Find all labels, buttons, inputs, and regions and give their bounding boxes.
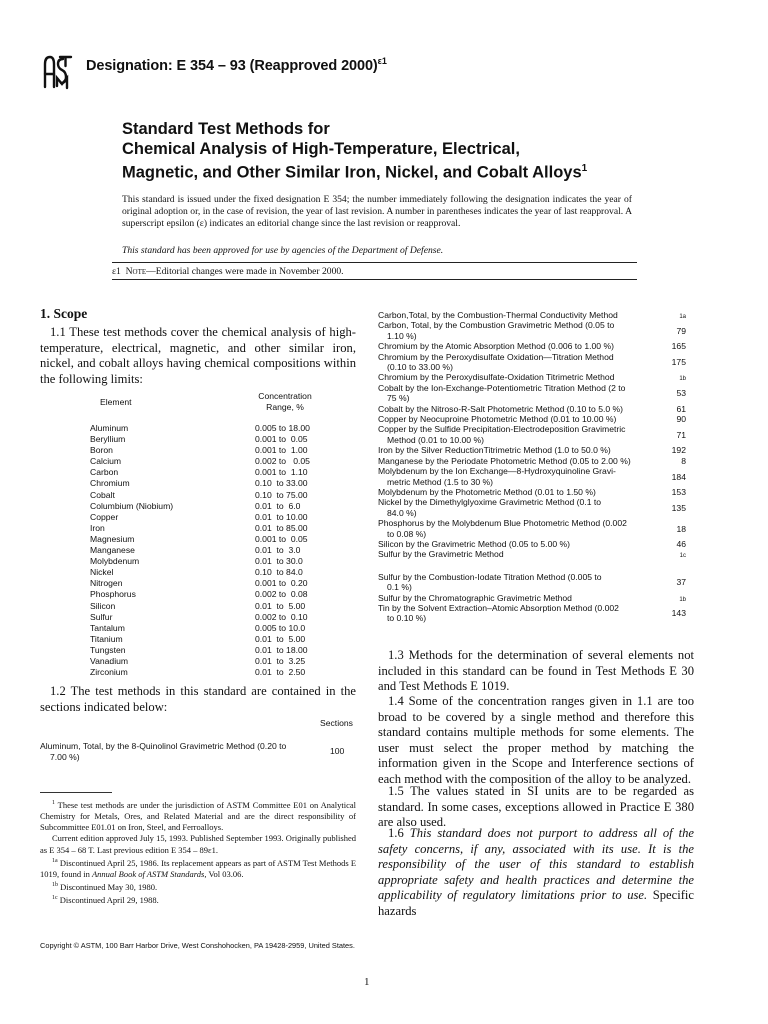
- method-section-number: 46: [676, 538, 686, 549]
- method-title: Chromium by the Peroxydisulfate Oxidation—Titration Method: [378, 351, 614, 362]
- paragraph-1-1: 1.1 These test methods cover the chemical analysis of high-temperature, electrical, magnetic, and other similar iron, nickel, and cobalt alloys having chemical compositions within the following limits:: [40, 325, 356, 386]
- divider: [112, 279, 637, 280]
- method-row: [378, 456, 686, 466]
- paragraph-1-5: 1.5 The values stated in SI units are to be regarded as standard. In some cases, exceptions allowed in Practice E 380 are also used.: [378, 784, 694, 830]
- method-row: [378, 497, 686, 518]
- method-section-number: 192: [671, 445, 686, 456]
- method-title: Chromium by the Atomic Absorption Method (0.006 to 1.00 %): [378, 341, 614, 352]
- method-title: Chromium by the Peroxydisulfate-Oxidation Titrimetric Method: [378, 372, 615, 383]
- element-name: Titanium: [90, 633, 123, 644]
- element-name: Vanadium: [90, 655, 129, 666]
- method-title: Nickel by the Dimethylglyoxime Gravimetric Method (0.1 to: [378, 497, 602, 508]
- method-title-continued: to 0.08 %): [387, 528, 427, 539]
- element-name: Cobalt: [90, 489, 115, 500]
- method-title-continued: 75 %): [387, 393, 410, 404]
- editorial-note: ε1 Note—Editorial changes were made in November 2000.: [112, 266, 344, 277]
- method-section-number: 1b: [679, 596, 686, 603]
- method-title: Silicon by the Gravimetric Method (0.05 to 5.00 %): [378, 538, 571, 549]
- paragraph-1-6: 1.6 This standard does not purport to address all of the safety concerns, if any, associated with its use. It is the responsibility of the user of this standard to establish appropriate safety and health practices and determine the applicability of regulatory limitations prior to use. Specific hazards: [378, 826, 694, 918]
- footnote-current-edition: Current edition approved July 15, 1993. Published September 1993. Originally published as E 354 – 68 T. Last previous edition E 354 – 89ε1.: [40, 833, 356, 855]
- section-heading-scope: 1. Scope: [40, 306, 88, 321]
- element-name: Nitrogen: [90, 578, 123, 589]
- method-title: Carbon, Total, by the Combustion Gravimetric Method (0.05 to: [378, 320, 615, 331]
- concentration-range: 0.01 to 10.00: [255, 511, 308, 522]
- method-title: Copper by Neocuproine Photometric Method (0.01 to 10.00 %): [378, 414, 617, 425]
- concentration-range: 0.001 to 0.05: [255, 533, 308, 544]
- element-name: Iron: [90, 522, 105, 533]
- method-title: Sulfur by the Gravimetric Method: [378, 549, 504, 560]
- method-row: [378, 404, 686, 414]
- paragraph-1-3: 1.3 Methods for the determination of several elements not included in this standard can be found in Test Methods E 30 and Test Methods E 1019.: [378, 648, 694, 694]
- method-title: Cobalt by the Ion-Exchange-Potentiometric Titration Method (2 to: [378, 382, 626, 393]
- method-section-number: 153: [671, 486, 686, 497]
- method-row: [378, 603, 686, 624]
- method-row: [378, 372, 686, 382]
- method-section-number: 184: [671, 471, 686, 482]
- element-name: Chromium: [90, 478, 130, 489]
- method-section-number: 135: [671, 502, 686, 513]
- concentration-range: 0.01 to 5.00: [255, 633, 306, 644]
- method-title-continued: Method (0.01 to 10.00 %): [387, 434, 484, 445]
- method-title: Copper by the Sulfide Precipitation-Electrodeposition Gravimetric: [378, 424, 626, 435]
- element-name: Nickel: [90, 567, 114, 578]
- method-section-number: 1c: [679, 553, 686, 560]
- concentration-range: 0.001 to 1.10: [255, 467, 308, 478]
- method-title: Iron by the Silver ReductionTitrimetric Method (1.0 to 50.0 %): [378, 445, 611, 456]
- method-row: [378, 549, 686, 559]
- element-name: Aluminum: [90, 423, 129, 433]
- astm-logo-icon: [40, 54, 74, 90]
- element-name: Sulfur: [90, 611, 113, 622]
- element-name: Columbium (Niobium): [90, 500, 174, 511]
- method-title-continued: 1.10 %): [387, 330, 417, 341]
- concentration-range: 0.001 to 0.05: [255, 434, 308, 445]
- concentration-range: 0.001 to 0.20: [255, 578, 308, 589]
- concentration-range: 0.002 to 0.10: [255, 611, 308, 622]
- method-row: [378, 310, 686, 320]
- concentration-range: 0.01 to 6.0: [255, 500, 301, 511]
- concentration-range: 0.01 to 2.50: [255, 667, 306, 678]
- concentration-range: 0.001 to 1.00: [255, 445, 308, 456]
- element-name: Phosphorus: [90, 589, 136, 600]
- method-title: Tin by the Solvent Extraction–Atomic Absorption Method (0.002: [378, 602, 619, 613]
- method-title: Phosphorus by the Molybdenum Blue Photometric Method (0.002: [378, 518, 627, 529]
- copyright-notice: Copyright © ASTM, 100 Barr Harbor Drive, West Conshohocken, PA 19428-2959, United States.: [40, 941, 355, 950]
- concentration-range: 0.002 to 0.08: [255, 589, 308, 600]
- element-name: Boron: [90, 445, 113, 456]
- method-row: [378, 518, 686, 539]
- method-title-continued: 0.1 %): [387, 582, 412, 593]
- methods-list: [378, 310, 686, 624]
- method-section-number: 79: [676, 325, 686, 336]
- method-row: [378, 320, 686, 341]
- method-title: Molybdenum by the Ion Exchange—8-Hydroxyquinoline Gravi-: [378, 466, 616, 477]
- table-header-concentration: Concentration Range, %: [258, 391, 312, 412]
- concentration-range: 0.10 to 33.00: [255, 478, 308, 489]
- element-name: Beryllium: [90, 434, 126, 445]
- method-section-number: 90: [676, 414, 686, 425]
- method-section-number: 61: [676, 403, 686, 414]
- paragraph-1-2: 1.2 The test methods in this standard are contained in the sections indicated below:: [40, 684, 356, 714]
- element-name: Carbon: [90, 467, 119, 478]
- footnote-divider: [40, 792, 112, 793]
- element-name: Silicon: [90, 600, 116, 611]
- concentration-range: 0.005 to 18.00: [255, 423, 310, 433]
- method-row: [378, 424, 686, 445]
- footnote-1a: $^{1a}$ Discontinued April 25, 1986. Its replacement appears as part of ASTM Test Methods E 1019, found in Annual Book of ASTM Standards, Vol 03.06.: [40, 857, 357, 879]
- concentration-range: 0.01 to 18.00: [255, 644, 308, 655]
- paragraph-1-4: 1.4 Some of the concentration ranges given in 1.1 are too broad to be covered by a single method and therefore this standard contains multiple methods for some elements. The user must select the proper method by matching the information given in the Scope and Interference sections of each method with the composition of the alloy to be analyzed.: [378, 694, 694, 786]
- method-title: Sulfur by the Chromatographic Gravimetric Method: [378, 592, 572, 603]
- method-title: Cobalt by the Nitroso-R-Salt Photometric Method (0.10 to 5.0 %): [378, 403, 624, 414]
- concentration-range: 0.01 to 85.00: [255, 522, 308, 533]
- method-row: [378, 445, 686, 455]
- page-number: 1: [364, 976, 370, 988]
- concentration-range: 0.01 to 3.0: [255, 545, 301, 556]
- footnote-1b: $^{1b}$ Discontinued May 30, 1980.: [52, 881, 158, 892]
- method-section-number: 8: [681, 455, 686, 466]
- element-name: Tantalum: [90, 622, 125, 633]
- element-name: Zirconium: [90, 667, 128, 678]
- method-row: [378, 539, 686, 549]
- concentration-range: 0.01 to 30.0: [255, 556, 303, 567]
- sections-column-header: Sections: [320, 718, 353, 728]
- method-row: [378, 593, 686, 603]
- element-name: Copper: [90, 511, 119, 522]
- element-name: Magnesium: [90, 533, 135, 544]
- method-section-number: 53: [676, 388, 686, 399]
- method-row: Aluminum, Total, by the 8-Quinolinol Gravimetric Method (0.20 to 7.00 %) 100: [40, 741, 345, 762]
- method-row: [378, 572, 686, 593]
- element-name: Tungsten: [90, 644, 126, 655]
- designation-heading: Designation: E 354 – 93 (Reapproved 2000)$^{\varepsilon 1}$: [86, 56, 387, 74]
- concentration-range: 0.01 to 5.00: [255, 600, 306, 611]
- element-name: Calcium: [90, 456, 122, 467]
- footnote-1: $^1$ These test methods are under the jurisdiction of ASTM Committee E01 on Analytical Chemistry for Metals, Ores, and Related Material and are the direct responsibility of Subcommittee E01.01 on Iron, Steel, and Ferroalloys.: [40, 799, 356, 833]
- method-section-number: 71: [676, 429, 686, 440]
- method-title-continued: metric Method (1.5 to 30 %): [387, 476, 494, 487]
- concentration-range: 0.002 to 0.05: [255, 456, 310, 467]
- method-row: [378, 466, 686, 487]
- method-title: Sulfur by the Combustion-Iodate Titration Method (0.005 to: [378, 571, 602, 582]
- method-row: [378, 383, 686, 404]
- divider: [112, 262, 637, 263]
- method-section-number: 1a: [679, 314, 686, 320]
- method-section-number: 165: [671, 341, 686, 352]
- concentration-range: 0.10 to 75.00: [255, 489, 308, 500]
- concentration-range: 0.01 to 3.25: [255, 655, 306, 666]
- footnotes: [40, 798, 356, 906]
- concentration-range: 0.005 to 10.0: [255, 622, 306, 633]
- method-title: Molybdenum by the Photometric Method (0.01 to 1.50 %): [378, 486, 596, 497]
- method-title-continued: 84.0 %): [387, 507, 417, 518]
- method-title-continued: to 0.10 %): [387, 613, 427, 624]
- method-section-number: 18: [676, 523, 686, 534]
- method-row: [378, 341, 686, 351]
- element-name: Manganese: [90, 545, 135, 556]
- method-section-number: 175: [671, 356, 686, 367]
- method-section-number: 1b: [679, 376, 686, 383]
- concentration-range: 0.10 to 84.0: [255, 567, 303, 578]
- method-section-number: 143: [671, 608, 686, 619]
- element-list: [90, 423, 173, 678]
- dod-approval-statement: This standard has been approved for use by agencies of the Department of Defense.: [122, 245, 444, 256]
- issue-statement: This standard is issued under the fixed designation E 354; the number immediately following the designation indicates the year of original adoption or, in the case of revision, the year of last revision. A number in parentheses indicates the year of last reapproval. A superscript epsilon (ε) indicates an editorial change since the last revision or reapproval.: [122, 194, 632, 230]
- footnote-1c: $^{1c}$ Discontinued April 29, 1988.: [52, 894, 159, 905]
- method-section-number: 100: [330, 746, 345, 756]
- method-title: Manganese by the Periodate Photometric Method (0.05 to 2.00 %): [378, 455, 631, 466]
- element-name: Molybdenum: [90, 556, 140, 567]
- method-title-continued: (0.10 to 33.00 %): [387, 362, 453, 373]
- method-title: Carbon,Total, by the Combustion-Thermal Conductivity Method: [378, 310, 618, 320]
- concentration-range-list: [255, 423, 310, 678]
- method-row: [378, 352, 686, 373]
- method-row: [378, 487, 686, 497]
- document-title: Standard Test Methods for Chemical Analysis of High-Temperature, Electrical, Magnetic, and Other Similar Iron, Nickel, and Cobalt Alloys$^1$: [122, 120, 588, 182]
- method-row: [378, 414, 686, 424]
- table-header-element: Element: [100, 397, 132, 407]
- method-section-number: 37: [676, 576, 686, 587]
